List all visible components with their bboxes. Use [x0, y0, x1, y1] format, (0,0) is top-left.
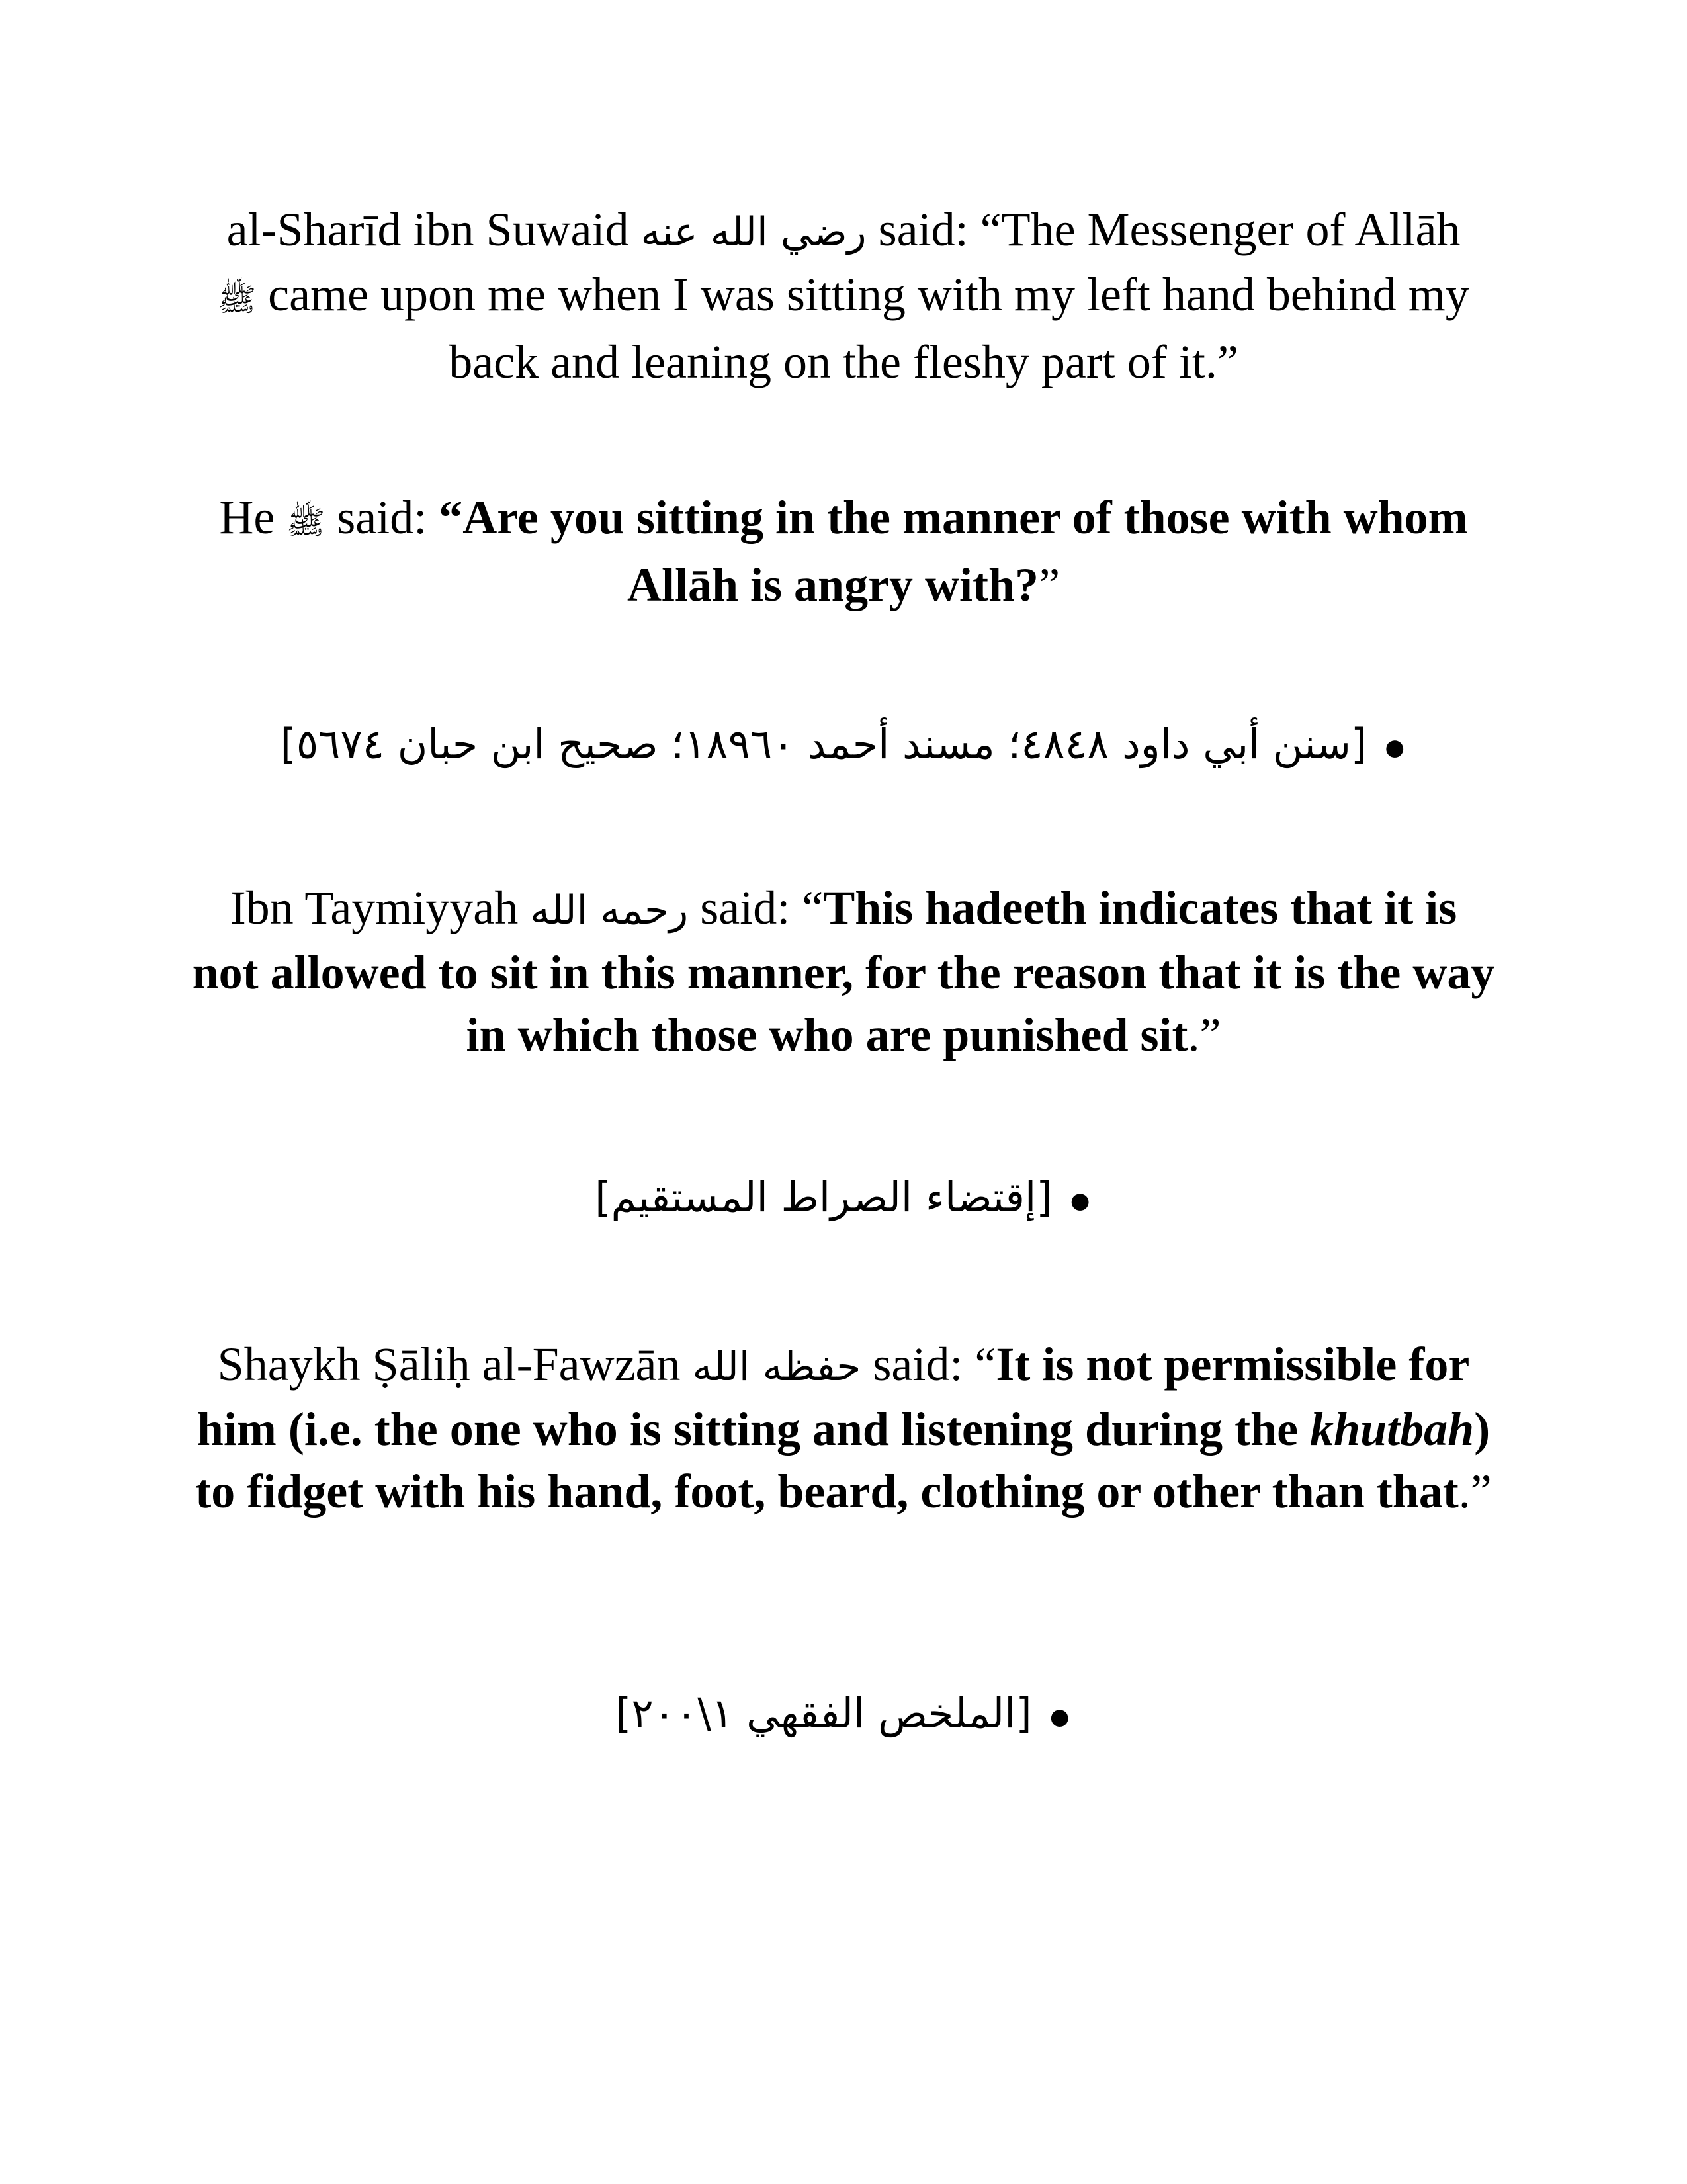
- citation-line: [192, 711, 1495, 778]
- citation-arabic: [الملخص الفقهي ١\٢٠٠]: [615, 1689, 1032, 1737]
- hadith-narration: [192, 198, 1495, 393]
- scholar-quote-ibn-taymiyyah: [192, 877, 1495, 1066]
- italic-term: khutbah: [1310, 1403, 1475, 1456]
- honorific-arabic: رضي الله عنه: [640, 209, 867, 255]
- speaker-name: Ibn Taymiyyah: [230, 881, 519, 934]
- citation-line: [192, 1681, 1495, 1747]
- bold-quote: “Are you sitting in the manner of those with whom Allāh is angry with?: [439, 491, 1468, 611]
- citation-arabic: [إقتضاء الصراط المستقيم]: [595, 1173, 1053, 1221]
- quote-close: .”: [1458, 1465, 1492, 1518]
- quote-text-continued: came upon me when I was sitting with my left hand behind my back and leaning on the fleshy part of it.: [256, 268, 1469, 388]
- citation-line: [192, 1164, 1495, 1231]
- said-text: said: “: [861, 1338, 996, 1391]
- he-text: He: [219, 491, 275, 544]
- said-text: said:: [325, 491, 439, 544]
- citation-arabic: [سنن أبي داود ٤٨٤٨؛ مسند أحمد ١٨٩٦٠؛ صحيح ابن حبان ٥٦٧٤]: [280, 720, 1367, 768]
- quote-close: .”: [1188, 1008, 1221, 1061]
- bold-quote-part-b: ) to fidget with his hand, foot, beard, clothing or other than that: [195, 1403, 1491, 1518]
- quote-close: ”: [1039, 558, 1060, 611]
- honorific-arabic: رحمه الله: [530, 887, 689, 934]
- salutation-glyph: ﷺ: [286, 504, 325, 541]
- bullet-icon: ●: [1383, 725, 1407, 769]
- speaker-name: Shaykh Ṣāliḥ al-Fawzān: [217, 1338, 681, 1391]
- narrator-name: al-Sharīd ibn Suwaid: [226, 203, 629, 256]
- honorific-arabic: حفظه الله: [692, 1344, 861, 1390]
- prophet-statement: [192, 486, 1495, 616]
- scholar-quote-fawzan: [192, 1333, 1495, 1522]
- said-text: said: “: [688, 881, 824, 934]
- bold-quote-part-a: It is not permissible for him (i.e. the one who is sitting and listening during the: [196, 1338, 1470, 1456]
- bold-quote: This hadeeth indicates that it is not allowed to sit in this manner, for the reason that it is the way in which those who are punished sit: [192, 881, 1495, 1061]
- said-text: said: “: [866, 203, 1002, 256]
- salutation-glyph: ﷺ: [218, 281, 257, 318]
- bullet-icon: ●: [1068, 1178, 1092, 1223]
- quote-close: ”: [1217, 335, 1238, 388]
- quote-text: The Messenger of Allāh: [1001, 203, 1461, 256]
- bullet-icon: ●: [1047, 1694, 1072, 1739]
